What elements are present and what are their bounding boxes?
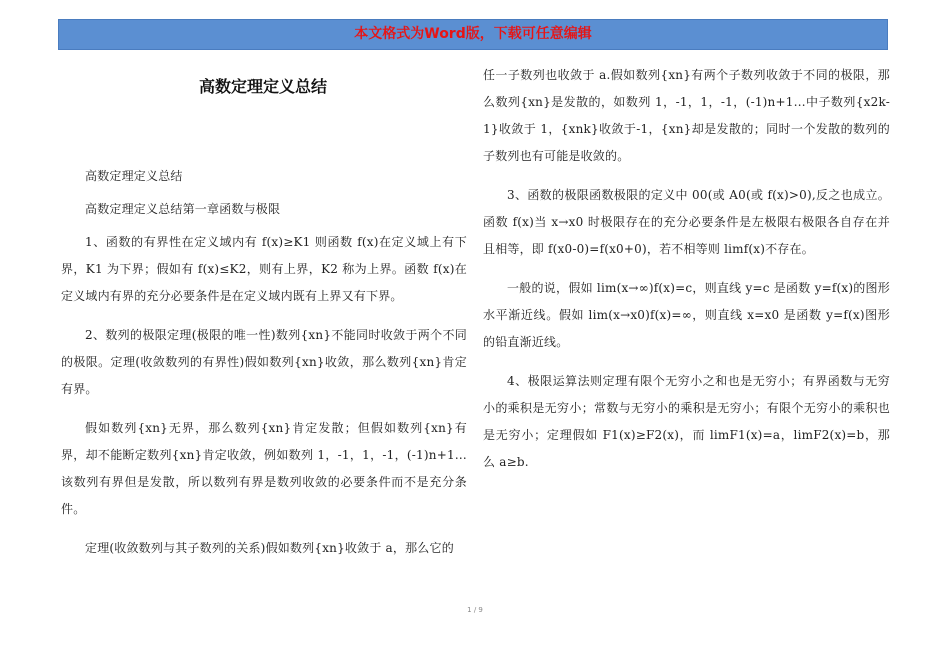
paragraph: 2、数列的极限定理(极限的唯一性)数列{xn}不能同时收敛于两个不同的极限。定理(收敛数列的有界性)假如数列{xn}收敛，那么数列{xn}肯定有界。 <box>61 328 467 396</box>
paragraph: 1、函数的有界性在定义域内有 f(x)≥K1 则函数 f(x)在定义域上有下界，K1 为下界；假如有 f(x)≤K2，则有上界，K2 称为上界。函数 f(x)在定义域内有界的充分必要条件是在定义域内既有上界又有下界。 <box>61 235 467 303</box>
paragraph: 任一子数列也收敛于 a.假如数列{xn}有两个子数列收敛于不同的极限，那么数列{xn}是发散的，如数列 1，-1，1，-1，(-1)n+1…中子数列{x2k-1}收敛于 1，{xnk}收敛于-1，{xn}却是发散的；同时一个发散的数列的子数列也有可能是收敛的。 <box>483 68 890 163</box>
paragraph: 假如数列{xn}无界，那么数列{xn}肯定发散；但假如数列{xn}有界，却不能断定数列{xn}肯定收敛，例如数列 1，-1，1，-1，(-1)n+1…该数列有界但是发散，所以数列有界是数列收敛的必要条件而不是充分条件。 <box>61 421 467 516</box>
download-banner: 本文格式为Word版，下载可任意编辑 <box>58 19 888 50</box>
page-number: 1 / 9 <box>467 606 483 614</box>
paragraph: 定理(收敛数列与其子数列的关系)假如数列{xn}收敛于 a，那么它的 <box>85 541 454 555</box>
paragraph: 3、函数的极限函数极限的定义中 00(或 A0(或 f(x)>0),反之也成立。函数 f(x)当 x→x0 时极限存在的充分必要条件是左极限右极限各自存在并且相等，即 f(x0-0)=f(x0+0)，若不相等则 limf(x)不存在。 <box>483 188 890 256</box>
right-column <box>483 62 890 488</box>
paragraph: 高数定理定义总结第一章函数与极限 <box>85 202 281 216</box>
paragraph: 4、极限运算法则定理有限个无穷小之和也是无穷小；有界函数与无穷小的乘积是无穷小；常数与无穷小的乘积是无穷小；有限个无穷小的乘积也是无穷小；定理假如 F1(x)≥F2(x)，而 limF1(x)=a，limF2(x)=b，那么 a≥b. <box>483 374 890 469</box>
left-column <box>61 163 467 574</box>
paragraph: 高数定理定义总结 <box>85 169 183 183</box>
paragraph: 一般的说，假如 lim(x→∞)f(x)=c，则直线 y=c 是函数 y=f(x)的图形水平渐近线。假如 lim(x→x0)f(x)=∞，则直线 x=x0 是函数 y=f(x)图形的铅直渐近线。 <box>483 281 890 349</box>
document-title: 高数定理定义总结 <box>198 77 327 96</box>
